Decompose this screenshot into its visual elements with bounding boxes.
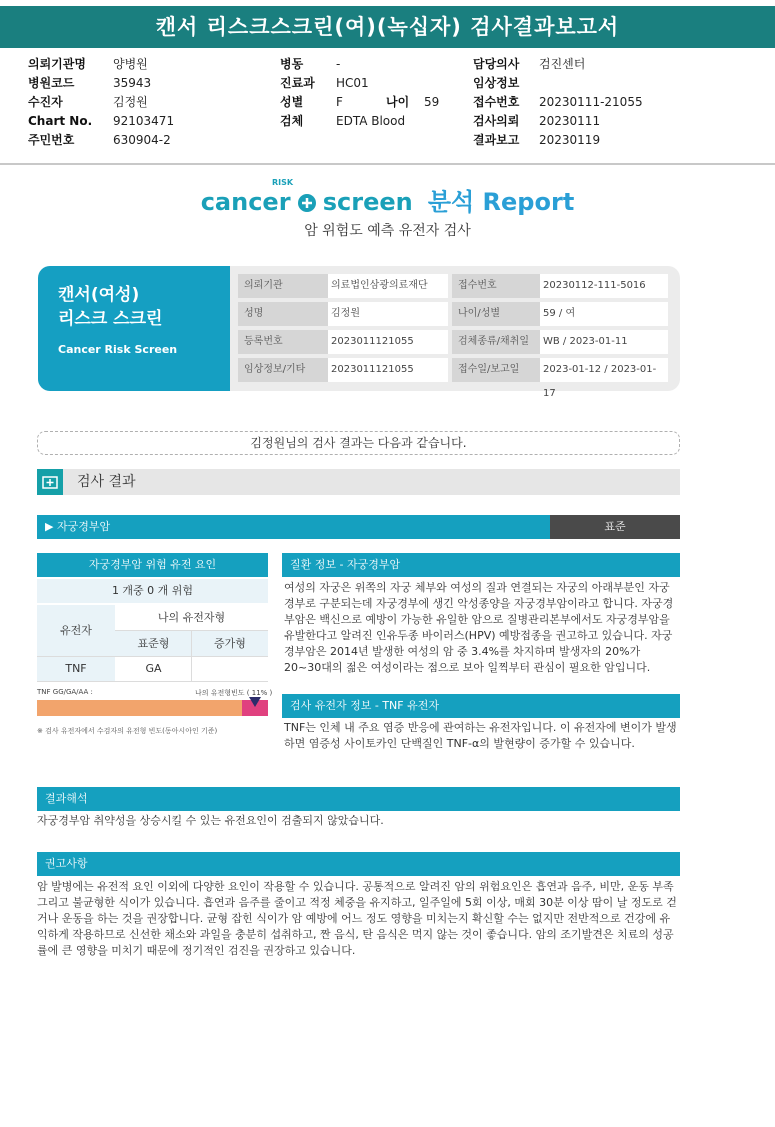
header-col-1	[28, 55, 174, 150]
brand-cancer: cancer	[200, 188, 291, 216]
report-title: 캔서 리스크스크린(여)(녹십자) 검사결과보고서	[0, 6, 775, 48]
age-label: 나이	[386, 95, 410, 109]
info-key: 등록번호	[238, 330, 328, 354]
info-value: 20230112-111-5016	[540, 274, 668, 298]
hospital-label: 의뢰기관명	[28, 57, 86, 71]
info-value: 59 / 여	[540, 302, 668, 326]
result-notice: 김정원님의 검사 결과는 다음과 같습니다.	[37, 431, 680, 455]
info-key: 검체종류/채취일	[452, 330, 540, 354]
freq-right-label: 나의 유전형빈도 ( 11% )	[195, 689, 273, 697]
sex-label: 성별	[280, 95, 304, 109]
gene-name: TNF	[37, 657, 115, 681]
receipt-no-value: 20230111-21055	[539, 95, 643, 109]
title-english: Cancer Risk Screen	[58, 343, 178, 356]
resident-no-label: 주민번호	[28, 133, 75, 147]
info-key: 성명	[238, 302, 328, 326]
brand-subtitle: 암 위험도 예측 유전자 검사	[304, 223, 471, 239]
my-frequency-marker	[249, 697, 261, 707]
info-key: 접수번호	[452, 274, 540, 298]
freq-left-label: TNF GG/GA/AA :	[37, 688, 93, 696]
resident-no-value: 630904-2	[113, 133, 171, 147]
patient-value: 김정원	[113, 95, 148, 109]
header-col-2	[280, 55, 439, 131]
table-divider	[37, 656, 268, 657]
brand-logo	[0, 182, 775, 216]
gene-header: 유전자	[37, 605, 115, 657]
receipt-no-label: 접수번호	[473, 95, 520, 109]
interpretation-text: 자궁경부암 취약성을 상승시킬 수 있는 유전요인이 검출되지 않았습니다.	[37, 814, 384, 827]
standard-header: 표준형	[115, 631, 192, 657]
hospital-code-label: 병원코드	[28, 76, 75, 90]
info-card-title	[38, 266, 230, 391]
specimen-label: 검체	[280, 114, 304, 128]
gene-table-summary: 1 개중 0 개 위험	[37, 579, 268, 603]
gene-info-title: 검사 유전자 정보 - TNF 유전자	[282, 694, 680, 718]
my-genotype-header: 나의 유전자형	[157, 611, 226, 624]
info-key: 나이/성별	[452, 302, 540, 326]
patient-label: 수진자	[28, 95, 63, 109]
info-key: 접수일/보고일	[452, 358, 540, 382]
department-label: 진료과	[280, 76, 315, 90]
request-date-label: 검사의뢰	[473, 114, 520, 128]
frequency-bar	[37, 700, 268, 716]
title-line-2: 리스크 스크린	[58, 309, 163, 329]
clinical-info-label: 임상정보	[473, 76, 520, 90]
hospital-value: 양병원	[113, 57, 148, 71]
info-value: 2023-01-12 / 2023-01-17	[540, 358, 668, 382]
info-value: 2023011121055	[328, 358, 448, 382]
brand-risk: RISK	[272, 178, 294, 187]
sex-value: F	[336, 95, 343, 109]
report-icon	[37, 469, 63, 495]
doctor-label: 담당의사	[473, 57, 520, 71]
disease-info-title: 질환 정보 - 자궁경부암	[282, 553, 680, 577]
info-value: 2023011121055	[328, 330, 448, 354]
cancer-type-bar: ▶ 자궁경부암	[37, 515, 550, 539]
specimen-value: EDTA Blood	[336, 114, 406, 128]
plus-icon	[298, 194, 316, 212]
section-title: 검사 결과	[77, 474, 136, 490]
hospital-code-value: 35943	[113, 76, 152, 90]
info-value: 김정원	[328, 302, 448, 326]
ward-label: 병동	[280, 57, 304, 71]
freq-footnote: ※ 검사 유전자에서 수검자의 유전형 빈도(동아시아인 기준)	[37, 727, 218, 735]
report-date-label: 결과보고	[473, 133, 520, 147]
ward-value: -	[336, 57, 341, 71]
header-divider	[0, 163, 775, 165]
recommendation-text: 암 발병에는 유전적 요인 이외에 다양한 요인이 작용할 수 있습니다. 공통적으로 알려진 암의 위험요인은 흡연과 음주, 비만, 운동 부족 그리고 불균형한 식이가 있습니다. 흡연과 음주를 줄이고 적정 체중을 유지하고, 일주일에 5회 이상, 매회 30분 이상 땀이 날 정도로 걷거나 운동을 하는 것을 권장합니다. 균형 잡힌 식이가 암 예방에 어느 정도 영향을 미치는지 확신할 수는 없지만 전반적으로 건강에 유익하게 작용하므로 신선한 채소와 과일을 충분히 섭취하고, 짠 음식, 탄 음식은 먹지 않는 것이 좋습니다. 암의 조기발견은 치료의 성공률에 큰 영향을 미치기 때문에 정기적인 검진을 권장하고 있습니다.	[37, 880, 677, 957]
report-date-value: 20230119	[539, 133, 601, 147]
standard-value: GA	[145, 662, 162, 675]
doctor-value: 검진센터	[539, 57, 586, 71]
increased-header: 증가형	[192, 631, 268, 657]
brand-report: 분석 Report	[427, 188, 575, 216]
chart-no-value: 92103471	[113, 114, 175, 128]
table-divider	[191, 631, 192, 681]
gene-info-text: TNF는 인체 내 주요 염증 반응에 관여하는 유전자입니다. 이 유전자에 변이가 발생하면 염증성 사이토카인 단백질인 TNF-α의 발현량이 증가할 수 있습니다.	[284, 721, 677, 750]
gene-table-title: 자궁경부암 위험 유전 요인	[37, 553, 268, 577]
info-key: 임상정보/기타	[238, 358, 328, 382]
result-level-badge: 표준	[550, 515, 680, 539]
table-divider	[37, 681, 268, 682]
age-value: 59	[424, 95, 440, 109]
interpretation-title: 결과해석	[37, 787, 680, 811]
disease-info-text: 여성의 자궁은 위쪽의 자궁 체부와 여성의 질과 연결되는 자궁의 아래부분인 자궁경부로 구분되는데 자궁경부에 생긴 악성종양을 자궁경부암이라고 합니다. 자궁경부암은 백신으로 예방이 가능한 유일한 암으로 질병관리본부에서도 자궁경부암을 유발한다고 알려진 인유두종 바이러스(HPV) 예방접종을 권고하고 있습니다. 자궁경부암은 2014년 발생한 여성의 암 중 3.4%를 차지하며 발생자의 20%가 20~30대의 젊은 여성이라는 점으로 보아 일찍부터 관심이 필요한 암입니다.	[284, 581, 674, 674]
recommendation-title: 권고사항	[37, 852, 680, 876]
department-value: HC01	[336, 76, 369, 90]
increased-value	[192, 657, 268, 681]
request-date-value: 20230111	[539, 114, 601, 128]
chart-no-label: Chart No.	[28, 114, 93, 128]
brand-screen: screen	[322, 188, 413, 216]
header-col-3	[473, 55, 643, 150]
info-value: WB / 2023-01-11	[540, 330, 668, 354]
info-key: 의뢰기관	[238, 274, 328, 298]
title-line-1: 캔서(여성)	[58, 285, 140, 305]
info-value: 의료법인삼광의료재단	[328, 274, 448, 298]
